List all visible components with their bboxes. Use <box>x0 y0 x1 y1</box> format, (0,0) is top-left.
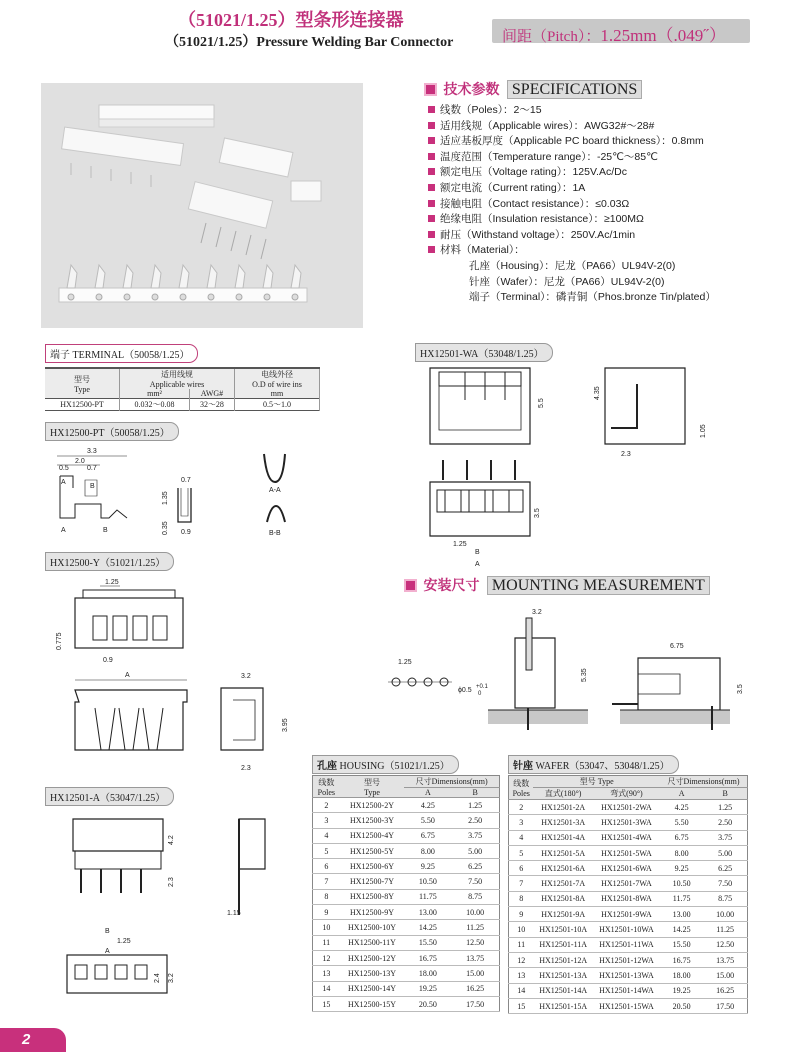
svg-text:A: A <box>61 479 66 486</box>
svg-text:0.35: 0.35 <box>162 521 169 535</box>
terminal-row: HX12500-PT 0.032～0.08 32～28 0.5～1.0 <box>45 399 320 411</box>
table-row: 10 HX12500-10Y 14.25 11.25 <box>313 920 500 935</box>
svg-text:3.5: 3.5 <box>534 508 541 518</box>
spec-item: 线数（Poles）：2～15 <box>428 103 716 119</box>
table-row: 2 HX12500-2Y 4.25 1.25 <box>313 798 500 813</box>
title-cn: （51021/1.25）型条形连接器 <box>178 10 404 30</box>
spec-item: 接触电阻（Contact resistance）：≤0.03Ω <box>428 197 716 213</box>
svg-text:0.775: 0.775 <box>56 632 63 650</box>
svg-text:3.95: 3.95 <box>282 718 289 732</box>
svg-text:2.0: 2.0 <box>75 458 85 465</box>
spec-item: 适用线规（Applicable wires）：AWG32#～28# <box>428 119 716 135</box>
specs-title-cn: 技术参数 <box>443 81 500 97</box>
svg-text:ϕ0.5: ϕ0.5 <box>458 687 472 694</box>
table-row: 14 HX12500-14Y 19.25 16.25 <box>313 981 500 996</box>
svg-text:3.5: 3.5 <box>737 684 744 694</box>
svg-text:4.2: 4.2 <box>168 835 175 845</box>
table-row: 15 HX12500-15Y 20.50 17.50 <box>313 996 500 1011</box>
bullet-square-icon <box>428 168 435 175</box>
svg-text:0.7: 0.7 <box>181 477 191 484</box>
svg-text:3.3: 3.3 <box>87 448 97 455</box>
specs-title-en: SPECIFICATIONS <box>507 80 642 99</box>
terminal-col-od: 电线外径 O.D of wire ins <box>234 368 319 389</box>
svg-text:A: A <box>125 672 130 679</box>
bullet-square-icon <box>428 184 435 191</box>
mounting-title-cn: 安装尺寸 <box>423 577 480 593</box>
pitch-label: 间距（Pitch）： <box>502 29 601 45</box>
spec-item: 温度范围（Temperature range）：-25℃～85℃ <box>428 150 716 166</box>
svg-text:3.2: 3.2 <box>532 609 542 616</box>
pitch-text <box>502 21 726 46</box>
svg-text:3.2: 3.2 <box>241 673 251 680</box>
spec-item: 额定电压（Voltage rating）：125V.Ac/Dc <box>428 165 716 181</box>
mounting-title-en: MOUNTING MEASUREMENT <box>487 576 710 595</box>
svg-text:1.25: 1.25 <box>398 659 412 666</box>
housing-label: 孔座 HOUSING（51021/1.25） <box>312 755 459 774</box>
table-row: 8 HX12501-8A HX12501-8WA 11.75 8.75 <box>509 891 748 906</box>
table-row: 7 HX12501-7A HX12501-7WA 10.50 7.50 <box>509 876 748 891</box>
svg-text:1.35: 1.35 <box>162 491 169 505</box>
bullet-square-icon <box>428 200 435 207</box>
table-row: 3 HX12501-3A HX12501-3WA 5.50 2.50 <box>509 815 748 830</box>
svg-text:5.35: 5.35 <box>581 668 588 682</box>
spec-material: 孔座（Housing）：尼龙（PA66）UL94V-2(0) <box>469 259 676 272</box>
svg-text:2.4: 2.4 <box>154 973 161 983</box>
svg-text:B: B <box>105 928 110 935</box>
svg-text:1.05: 1.05 <box>700 424 707 438</box>
wafer-label: 针座 WAFER（53047、53048/1.25） <box>508 755 679 774</box>
svg-text:B-B: B-B <box>269 530 281 537</box>
table-row: 15 HX12501-15A HX12501-15WA 20.50 17.50 <box>509 998 748 1013</box>
svg-text:1.25: 1.25 <box>105 579 119 586</box>
spec-item: 额定电流（Current rating）：1A <box>428 181 716 197</box>
page-number: 2 <box>22 1031 31 1048</box>
connector-photo-illustration <box>41 83 363 328</box>
spec-item: 耐压（Withstand voltage）：250V.Ac/1min <box>428 228 716 244</box>
spec-item: 适应基板厚度（Applicable PC board thickness）：0.8mm <box>428 134 716 150</box>
svg-text:1.15: 1.15 <box>227 910 241 917</box>
housing-table: 线数 Poles 型号 Type 尺寸Dimensions(mm) A B 2 HX12500-2Y 4.25 1.25 3 HX12500-3Y 5.50 2.50 4 HX12500-4Y 6.75 3.75 5 HX12500-5Y 8.00 5.00 6 HX12500-6Y 9.25 6.25 7 HX12500-7Y 10.50 7.50 8 HX12500-8Y 11.75 8.75 9 HX12500-9Y 13.00 10.00 10 HX12500-10Y 14.25 11.25 11 HX12500-11Y 15.50 12.50 12 HX12500-12Y 16.75 13.75 13 HX12500-13Y 18.00 15.00 14 HX12500-14Y 19.25 16.25 15 HX12500-15Y 20.50 17.50 <box>312 775 500 1012</box>
svg-text:5.5: 5.5 <box>538 398 545 408</box>
pitch-value: 1.25mm（.049˝） <box>600 26 726 45</box>
svg-text:+0.1: +0.1 <box>476 684 488 690</box>
table-row: 8 HX12500-8Y 11.75 8.75 <box>313 889 500 904</box>
table-row: 9 HX12501-9A HX12501-9WA 13.00 10.00 <box>509 907 748 922</box>
svg-text:A-A: A-A <box>269 487 281 494</box>
bullet-square-icon <box>428 246 435 253</box>
svg-text:1.25: 1.25 <box>453 541 467 548</box>
table-row: 4 HX12501-4A HX12501-4WA 6.75 3.75 <box>509 830 748 845</box>
y-label: HX12500-Y（51021/1.25） <box>45 552 174 571</box>
svg-text:B: B <box>90 483 95 490</box>
svg-text:4.35: 4.35 <box>594 386 601 400</box>
terminal-table: 型号 Type 适用线规 Applicable wires 电线外径 O.D of wire ins mm² AWG# mm HX12500-PT 0.032～0.08 32～28 0.5～1.0 <box>45 367 320 411</box>
svg-text:3.2: 3.2 <box>168 973 175 983</box>
svg-text:B: B <box>475 549 480 556</box>
svg-text:0: 0 <box>478 691 482 697</box>
table-row: 5 HX12501-5A HX12501-5WA 8.00 5.00 <box>509 845 748 860</box>
mounting-drawing <box>380 598 760 748</box>
svg-text:2.3: 2.3 <box>168 877 175 887</box>
table-row: 13 HX12500-13Y 18.00 15.00 <box>313 966 500 981</box>
svg-text:2.3: 2.3 <box>241 765 251 772</box>
svg-text:1.25: 1.25 <box>117 938 131 945</box>
housing-drawing <box>45 570 325 780</box>
wa-label: HX12501-WA（53048/1.25） <box>415 343 553 362</box>
a-label: HX12501-A（53047/1.25） <box>45 787 174 806</box>
pt-label: HX12500-PT（50058/1.25） <box>45 422 179 441</box>
table-row: 7 HX12500-7Y 10.50 7.50 <box>313 874 500 889</box>
table-row: 11 HX12500-11Y 15.50 12.50 <box>313 935 500 950</box>
mounting-heading <box>404 575 710 595</box>
table-row: 6 HX12501-6A HX12501-6WA 9.25 6.25 <box>509 861 748 876</box>
spec-material: 端子（Terminal）：磷青铜（Phos.bronze Tin/plated） <box>469 291 716 304</box>
svg-text:0.7: 0.7 <box>87 465 97 472</box>
bullet-square-icon <box>428 137 435 144</box>
bullet-square-icon <box>428 153 435 160</box>
svg-text:A: A <box>61 527 66 534</box>
bullet-square-icon <box>428 122 435 129</box>
spec-item: 绝缘电阻（Insulation resistance）：≥100MΩ <box>428 212 716 228</box>
table-row: 12 HX12501-12A HX12501-12WA 16.75 13.75 <box>509 952 748 967</box>
svg-text:0.5: 0.5 <box>59 465 69 472</box>
table-row: 11 HX12501-11A HX12501-11WA 15.50 12.50 <box>509 937 748 952</box>
svg-text:0.9: 0.9 <box>181 529 191 536</box>
svg-text:0.9: 0.9 <box>103 657 113 664</box>
table-row: 9 HX12500-9Y 13.00 10.00 <box>313 905 500 920</box>
terminal-drawing <box>45 440 305 550</box>
product-photo <box>41 83 363 328</box>
table-row: 14 HX12501-14A HX12501-14WA 19.25 16.25 <box>509 983 748 998</box>
svg-text:A: A <box>105 948 110 955</box>
spec-item: 材料（Material）： <box>428 243 716 259</box>
specs-list <box>428 103 716 306</box>
svg-text:2.3: 2.3 <box>621 451 631 458</box>
table-row: 4 HX12500-4Y 6.75 3.75 <box>313 828 500 843</box>
footer-bar <box>0 1028 66 1052</box>
specs-heading <box>424 79 642 99</box>
bullet-square-icon <box>428 231 435 238</box>
svg-text:A: A <box>475 561 480 568</box>
section-square-icon <box>404 579 417 592</box>
table-row: 3 HX12500-3Y 5.50 2.50 <box>313 813 500 828</box>
wafer-table: 线数 Poles 型号 Type 尺寸Dimensions(mm) 直式(180°) 弯式(90°) A B 2 HX12501-2A HX12501-2WA 4.25 1.25 3 HX12501-3A HX12501-3WA 5.50 2.50 4 HX12501-4A HX12501-4WA 6.75 3.75 5 HX12501-5A HX12501-5WA 8.00 5.00 6 HX12501-6A HX12501-6WA 9.25 6.25 7 HX12501-7A HX12501-7WA 10.50 7.50 8 HX12501-8A HX12501-8WA 11.75 8.75 9 HX12501-9A HX12501-9WA 13.00 10.00 10 HX12501-10A HX12501-10WA 14.25 11.25 11 HX12501-11A HX12501-11WA 15.50 12.50 12 HX12501-12A HX12501-12WA 16.75 13.75 13 HX12501-13A HX12501-13WA 18.00 15.00 14 HX12501-14A HX12501-14WA 19.25 16.25 15 HX12501-15A HX12501-15WA 20.50 17.50 <box>508 775 748 1014</box>
table-row: 5 HX12500-5Y 8.00 5.00 <box>313 843 500 858</box>
table-row: 10 HX12501-10A HX12501-10WA 14.25 11.25 <box>509 922 748 937</box>
bullet-square-icon <box>428 106 435 113</box>
table-row: 13 HX12501-13A HX12501-13WA 18.00 15.00 <box>509 968 748 983</box>
terminal-col-wire: 适用线规 Applicable wires <box>120 368 235 389</box>
terminal-col-type: 型号 Type <box>45 368 120 399</box>
table-row: 12 HX12500-12Y 16.75 13.75 <box>313 950 500 965</box>
svg-text:B: B <box>103 527 108 534</box>
bullet-square-icon <box>428 215 435 222</box>
table-row: 2 HX12501-2A HX12501-2WA 4.25 1.25 <box>509 800 748 815</box>
wafer-straight-drawing <box>45 805 325 1015</box>
title-en: （51021/1.25）Pressure Welding Bar Connector <box>165 35 454 50</box>
terminal-label: 端子 TERMINAL（50058/1.25） <box>45 344 198 363</box>
table-row: 6 HX12500-6Y 9.25 6.25 <box>313 859 500 874</box>
spec-material: 针座（Wafer）：尼龙（PA66）UL94V-2(0) <box>469 275 665 288</box>
wafer-angle-drawing <box>415 360 715 580</box>
section-square-icon <box>424 83 437 96</box>
svg-text:6.75: 6.75 <box>670 643 684 650</box>
